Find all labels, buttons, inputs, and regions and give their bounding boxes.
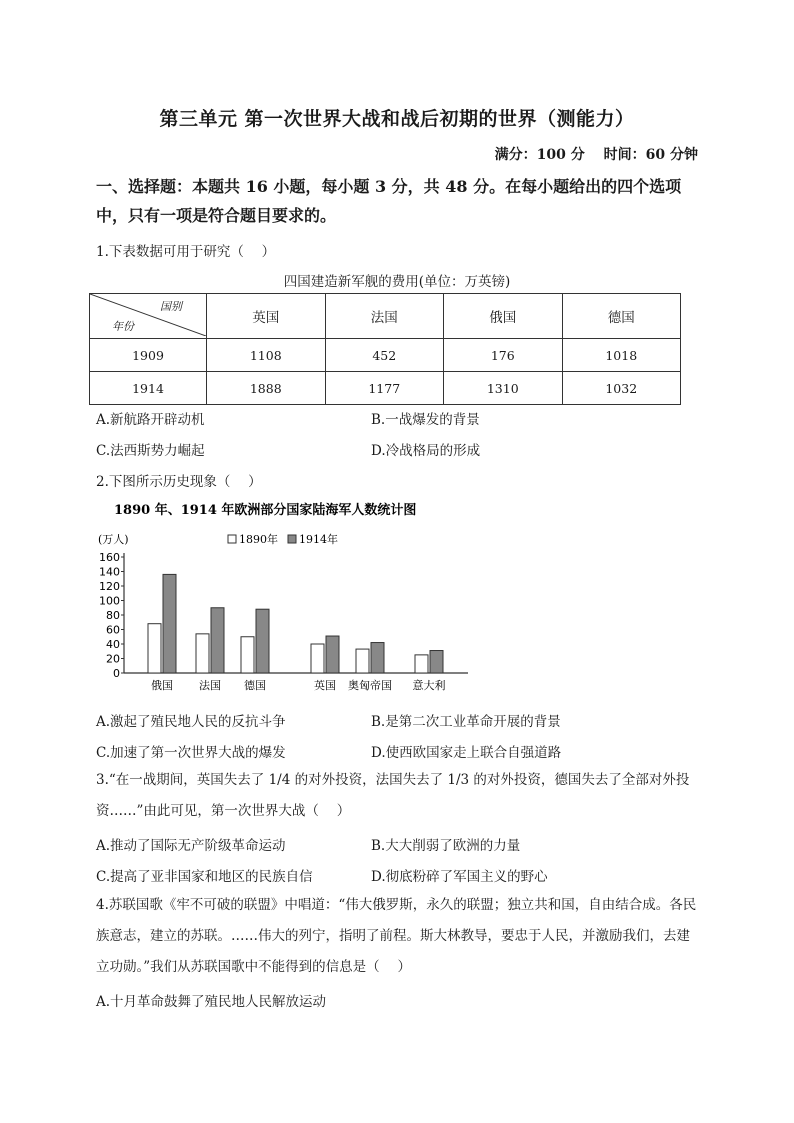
y-tick-label: 140 (99, 565, 120, 579)
chart-legend (228, 532, 338, 546)
legend-label: 1914年 (299, 533, 338, 546)
bar-1914 (430, 651, 443, 673)
page-title: 第三单元 第一次世界大战和战后初期的世界（测能力） (159, 108, 635, 130)
x-tick-label: 意大利 (412, 679, 446, 692)
q2-option-a: A.激起了殖民地人民的反抗斗争 (96, 714, 286, 730)
chart-y-label: (万人) (98, 533, 129, 546)
bar-1914 (371, 643, 384, 673)
chart-bars (148, 574, 446, 692)
bar-1890 (356, 649, 369, 673)
table-cell: 1177 (325, 372, 444, 405)
bar-1890 (196, 634, 209, 673)
q4-option-a: A.十月革命鼓舞了殖民地人民解放运动 (96, 994, 327, 1010)
q1-option-c: C.法西斯势力崛起 (96, 443, 205, 459)
diagonal-line (90, 294, 206, 336)
y-tick-label: 40 (106, 638, 120, 651)
corner-country-label: 国别 (160, 300, 182, 313)
q2-option-b: B.是第二次工业革命开展的背景 (371, 714, 561, 730)
table-header-row (90, 294, 681, 339)
table-cell: 1888 (207, 372, 326, 405)
q3-option-a: A.推动了国际无产阶级革命运动 (96, 838, 286, 854)
q1-option-d: D.冷战格局的形成 (371, 443, 481, 459)
x-tick-label: 俄国 (151, 679, 173, 692)
x-tick-label: 英国 (314, 679, 336, 692)
q3-option-d: D.彻底粉碎了军国主义的野心 (371, 869, 548, 885)
x-tick-label: 法国 (199, 679, 221, 692)
y-tick-label: 0 (113, 667, 120, 680)
bar-1890 (148, 624, 161, 673)
table-corner-cell (90, 294, 207, 339)
q1-cost-table (89, 293, 681, 405)
col-header: 俄国 (444, 294, 563, 339)
bar-1914 (163, 574, 176, 673)
legend-swatch (228, 535, 236, 543)
table-row (90, 372, 681, 405)
q3-option-b: B.大大削弱了欧洲的力量 (371, 838, 521, 854)
table-cell: 176 (444, 339, 563, 372)
col-header: 德国 (562, 294, 681, 339)
bar-1890 (415, 655, 428, 673)
y-tick-label: 80 (106, 609, 120, 622)
legend-label: 1890年 (239, 533, 278, 546)
q3-option-c: C.提高了亚非国家和地区的民族自信 (96, 869, 313, 885)
corner-year-label: 年份 (112, 320, 134, 333)
q4-stem: 4.苏联国歌《牢不可破的联盟》中唱道：“伟大俄罗斯，永久的联盟；独立共和国，自由结合成。各民族意志，建立的苏联。……伟大的列宁，指明了前程。斯大林教导，要忠于人民，并激励我们，去建立功勋。”我们从苏联国歌中不能得到的信息是（ ） (96, 897, 697, 975)
q1-stem: 1.下表数据可用于研究（ ） (96, 244, 276, 260)
table-cell: 1310 (444, 372, 563, 405)
row-year: 1909 (90, 339, 207, 372)
q2-stem: 2.下图所示历史现象（ ） (96, 474, 262, 490)
table-row (90, 339, 681, 372)
table-cell: 1018 (562, 339, 681, 372)
row-year: 1914 (90, 372, 207, 405)
chart-title: 1890 年、1914 年欧洲部分国家陆海军人数统计图 (114, 503, 417, 518)
q2-option-c: C.加速了第一次世界大战的爆发 (96, 745, 286, 761)
y-tick-label: 100 (99, 594, 120, 608)
y-tick-label: 120 (99, 580, 120, 593)
q1-option-a: A.新航路开辟动机 (96, 412, 205, 428)
y-tick-label: 160 (99, 551, 120, 564)
q1-option-b: B.一战爆发的背景 (371, 412, 480, 428)
col-header: 英国 (207, 294, 326, 339)
exam-meta: 满分：100 分 时间：60 分钟 (494, 147, 698, 163)
y-tick-label: 60 (106, 623, 120, 637)
q2-option-d: D.使西欧国家走上联合自强道路 (371, 745, 562, 761)
bar-1914 (211, 608, 224, 673)
table-cell: 452 (325, 339, 444, 372)
legend-swatch (288, 535, 296, 543)
col-header: 法国 (325, 294, 444, 339)
bar-1890 (311, 644, 324, 673)
x-tick-label: 奥匈帝国 (348, 679, 392, 692)
table-cell: 1108 (207, 339, 326, 372)
bar-1914 (256, 609, 269, 673)
army-bar-chart (92, 494, 472, 694)
bar-1890 (241, 637, 254, 673)
table-cell: 1032 (562, 372, 681, 405)
q3-stem: 3.“在一战期间，英国失去了 1/4 的对外投资，法国失去了 1/3 的对外投资，德国失去了全部对外投资……”由此可见，第一次世界大战（ ） (96, 772, 690, 819)
y-tick-label: 20 (106, 652, 120, 666)
q1-table-caption: 四国建造新军舰的费用(单位：万英镑) (283, 274, 511, 290)
section-heading: 一、选择题：本题共 16 小题，每小题 3 分，共 48 分。在每小题给出的四个选项中，只有一项是符合题目要求的。 (96, 177, 682, 225)
x-tick-label: 德国 (244, 679, 266, 692)
bar-1914 (326, 636, 339, 673)
